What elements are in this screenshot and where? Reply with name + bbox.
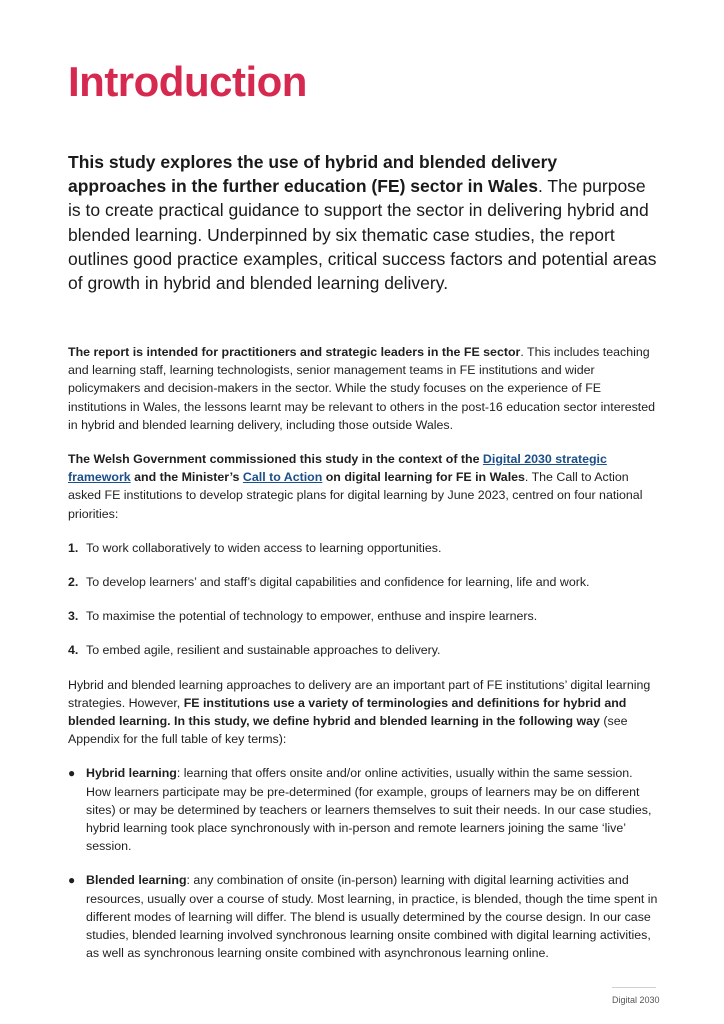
definition-blended — [68, 871, 658, 962]
definitions-intro-bold: FE institutions use a variety of terminologies and definitions for hybrid and blended learning. In this study, we define hybrid and blended learning in the following way — [68, 695, 627, 729]
page-title: Introduction — [68, 58, 307, 105]
definitions-intro-text: Hybrid and blended learning approaches to delivery are an important part of FE institutions’ digital learning strategies. However, — [68, 677, 651, 710]
priority-number: 1. — [68, 540, 79, 555]
audience-text: . This includes teaching and learning staff, learning technologists, senior management teams in FE institutions and wider policymakers and decision-makers in the sector. While the study focuses on the experience of FE institutions in Wales, the lessons learnt may be relevant to others in the post-16 education sector interested in hybrid and blended learning delivery, including those outside Wales. — [68, 345, 656, 432]
definition-text: : any combination of onsite (in-person) learning with digital learning activities and resources, usually over a course of study. Most learning, in practice, is blended, though the time spent in different modes of learning will differ. The blend is usually determined by the course design. In our case studies, blended learning involved synchronous learning onsite combined with digital learning activities, as well as synchronous learning onsite combined with asynchronous learning online. — [86, 873, 658, 961]
lead-paragraph — [68, 150, 658, 295]
definition-term: Blended learning — [86, 873, 187, 888]
bullet-icon: ● — [68, 873, 76, 888]
lead-text: . The purpose is to create practical guidance to support the sector in delivering hybrid and blended learning. Underpinned by six thematic case studies, the report outlines good practice examples, critical success factors and potential areas of growth in hybrid and blended learning delivery. — [68, 176, 657, 294]
definitions-intro-rest: (see Appendix for the full table of key terms): — [68, 714, 628, 747]
priority-item — [68, 607, 658, 625]
context-bold-3: on digital learning for FE in Wales — [322, 470, 525, 485]
priority-item — [68, 641, 658, 659]
definition-term: Hybrid learning — [86, 766, 177, 781]
priority-number: 3. — [68, 609, 79, 624]
definition-text: : learning that offers onsite and/or online activities, usually within the same session. How learners participate may be pre-determined (for example, groups of learners may be on different sites) or may be determined by teachers or learners themselves to suit their needs. In our case studies, hybrid learning took place synchronously with in-person and remote learners joining the same ‘live’ session. — [86, 766, 652, 854]
bullet-icon: ● — [68, 766, 76, 781]
priority-text: To develop learners’ and staff’s digital capabilities and confidence for learning, life and work. — [86, 575, 590, 590]
context-paragraph — [68, 450, 658, 523]
footer-divider — [612, 987, 656, 988]
call-to-action-link[interactable]: Call to Action — [242, 470, 323, 485]
priority-number: 4. — [68, 643, 79, 658]
context-text: . The Call to Action asked FE institutions to develop strategic plans for digital learning by June 2023, centred on four national priorities: — [68, 470, 643, 521]
footer-label: Digital 2030 — [612, 995, 660, 1005]
digital-2030-link[interactable]: Digital 2030 strategic framework — [68, 452, 607, 485]
lead-bold: This study explores the use of hybrid and blended delivery approaches in the further education (FE) sector in Wales — [68, 152, 558, 197]
context-bold-1: The Welsh Government commissioned this study in the context of the — [68, 452, 483, 467]
context-bold-2: and the Minister’s — [130, 470, 243, 485]
priority-text: To work collaboratively to widen access to learning opportunities. — [86, 540, 442, 555]
priority-number: 2. — [68, 575, 79, 590]
audience-bold: The report is intended for practitioners and strategic leaders in the FE sector — [68, 345, 521, 359]
definitions-intro-paragraph — [68, 676, 658, 749]
priority-text: To embed agile, resilient and sustainable approaches to delivery. — [86, 643, 441, 658]
definition-hybrid — [68, 764, 658, 855]
body-text — [68, 343, 658, 978]
priority-item — [68, 539, 658, 557]
audience-paragraph — [68, 343, 658, 434]
priority-item — [68, 573, 658, 591]
priority-text: To maximise the potential of technology to empower, enthuse and inspire learners. — [86, 609, 538, 624]
